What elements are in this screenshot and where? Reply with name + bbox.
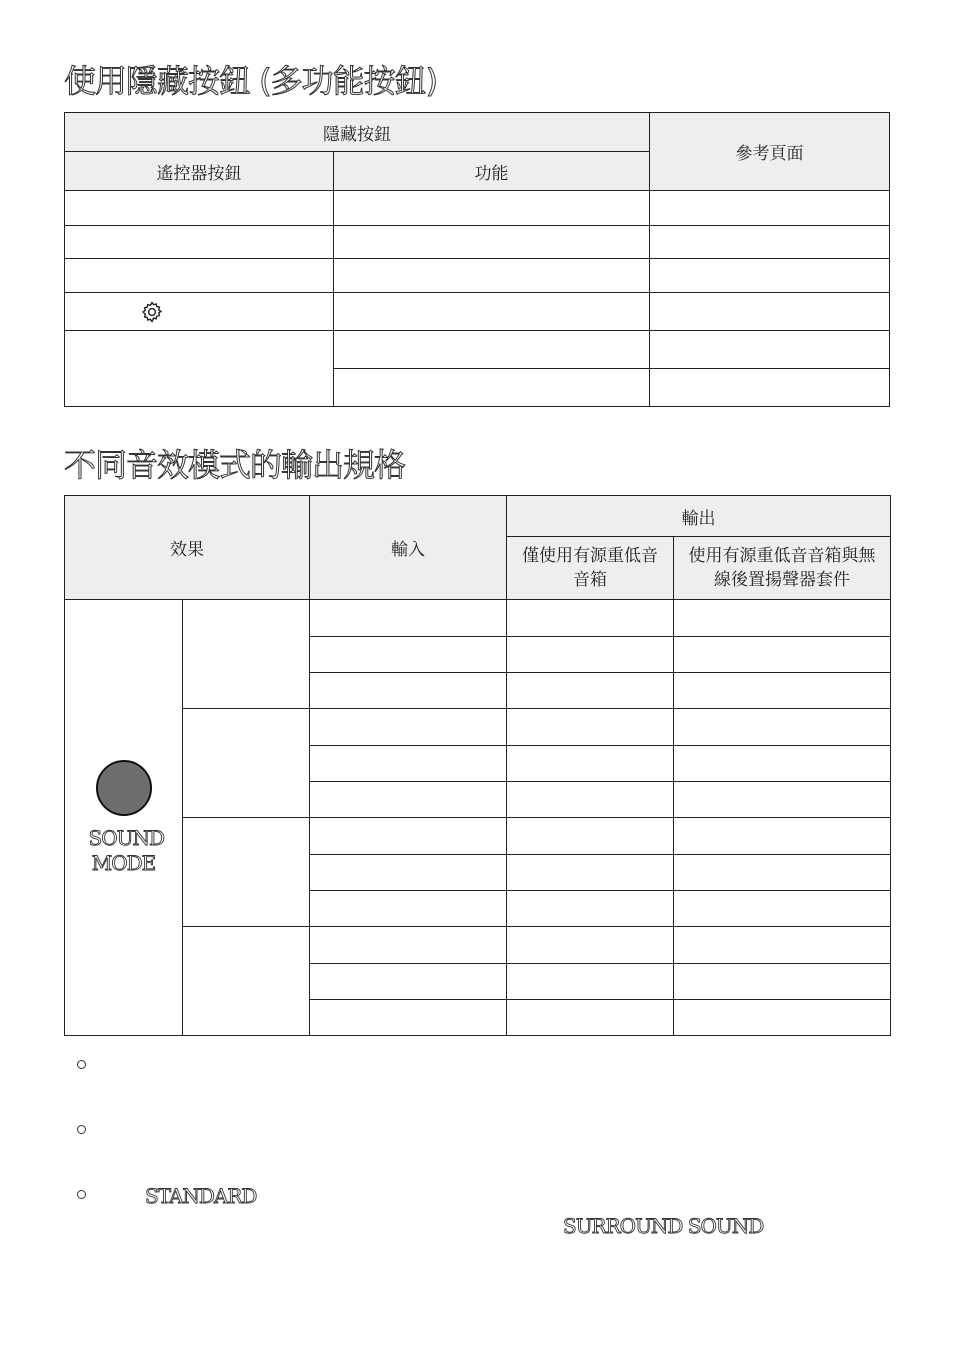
output-subwoofer-rear-kit-header: 使用有源重低音音箱與無線後置揚聲器套件 bbox=[674, 537, 891, 600]
hidden-buttons-header: 隱藏按鈕 bbox=[65, 113, 650, 152]
function-header: 功能 bbox=[334, 152, 650, 191]
effect-header: 效果 bbox=[65, 496, 310, 600]
bullet-1 bbox=[77, 1060, 86, 1069]
surround-sound-label: SURROUND SOUND bbox=[563, 1214, 764, 1238]
output-subwoofer-only-header: 僅使用有源重低音音箱 bbox=[507, 537, 674, 600]
table-row bbox=[65, 600, 891, 637]
section-title-sound-mode-output: 不同音效模式的輸出規格 bbox=[64, 446, 406, 484]
standard-mode-label: STANDARD bbox=[145, 1184, 257, 1208]
gear-icon bbox=[140, 300, 164, 324]
table-row bbox=[65, 226, 890, 259]
bullet-3 bbox=[77, 1190, 86, 1199]
table-row bbox=[65, 331, 890, 369]
table-row bbox=[65, 927, 891, 964]
sound-mode-label: SOUND MODE bbox=[88, 825, 164, 875]
sound-mode-button-icon bbox=[96, 760, 152, 816]
reference-page-header: 參考頁面 bbox=[650, 113, 890, 191]
remote-button-header: 遙控器按鈕 bbox=[65, 152, 334, 191]
sound-mode-output-table bbox=[64, 495, 891, 1036]
bullet-2 bbox=[77, 1125, 86, 1134]
table-row bbox=[65, 818, 891, 855]
hidden-buttons-table bbox=[64, 112, 890, 407]
table-row bbox=[65, 259, 890, 293]
table-row bbox=[65, 709, 891, 746]
output-header: 輸出 bbox=[507, 496, 891, 537]
section-title-hidden-buttons: 使用隱藏按鈕 (多功能按鈕) bbox=[64, 62, 438, 100]
input-header: 輸入 bbox=[310, 496, 507, 600]
table-row bbox=[65, 293, 890, 331]
table-row bbox=[65, 191, 890, 226]
sound-mode-cell bbox=[65, 600, 183, 1036]
